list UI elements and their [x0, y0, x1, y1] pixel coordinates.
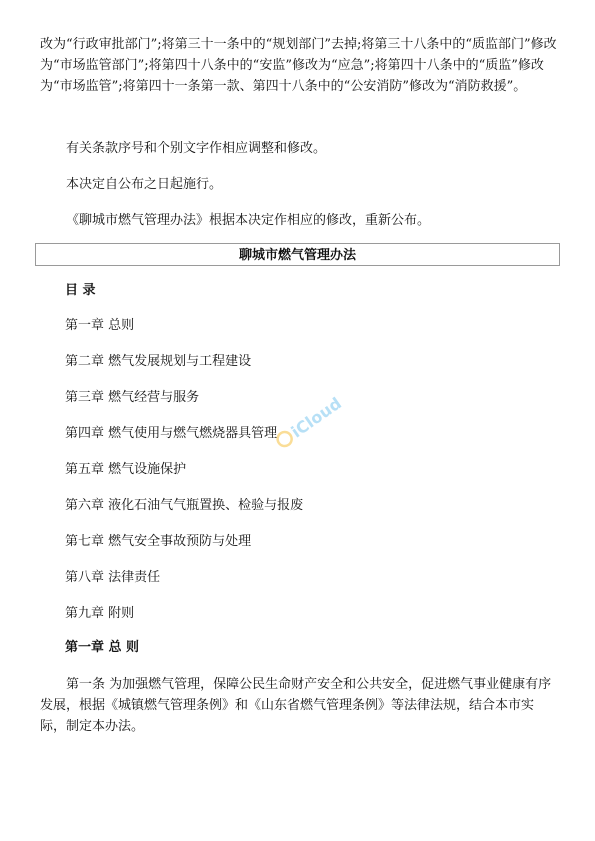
- toc-item: 第九章 附则: [65, 606, 135, 621]
- toc-item: 第八章 法律责任: [65, 570, 161, 585]
- amendment-paragraph: 改为“行政审批部门”;将第三十一条中的“规划部门”去掉;将第三十八条中的“质监部门”修改为“市场监管部门”;将第四十八条中的“安监”修改为“应急”;将第四十八条中的“质监”修改为“市场监管”;将第四十一条第一款、第四十八条中的“公安消防”修改为“消防救援”。: [40, 37, 557, 94]
- document-title: 聊城市燃气管理办法: [35, 243, 560, 266]
- article-one-paragraph: 第一条 为加强燃气管理，保障公民生命财产安全和公共安全，促进燃气事业健康有序发展，根据《城镇燃气管理条例》和《山东省燃气管理条例》等法律法规，结合本市实际，制定本办法。: [40, 677, 552, 734]
- toc-item: 第二章 燃气发展规划与工程建设: [65, 354, 252, 369]
- republish-paragraph: 《聊城市燃气管理办法》根据本决定作相应的修改，重新公布。: [66, 213, 431, 228]
- toc-item: 第一章 总则: [65, 318, 135, 333]
- table-of-contents: [65, 316, 303, 640]
- toc-item: 第七章 燃气安全事故预防与处理: [65, 534, 252, 549]
- effective-date-paragraph: 本决定自公布之日起施行。: [66, 177, 223, 192]
- adjustment-paragraph: 有关条款序号和个别文字作相应调整和修改。: [66, 141, 327, 156]
- toc-item: 第三章 燃气经营与服务: [65, 390, 200, 405]
- toc-item: 第六章 液化石油气气瓶置换、检验与报废: [65, 498, 304, 513]
- watermark-text: iCloud: [287, 393, 345, 442]
- toc-item: 第五章 燃气设施保护: [65, 462, 187, 477]
- toc-heading: 目 录: [65, 283, 96, 298]
- toc-item: 第四章 燃气使用与燃气燃烧器具管理: [65, 426, 278, 441]
- chapter-one-heading: 第一章 总 则: [65, 640, 140, 655]
